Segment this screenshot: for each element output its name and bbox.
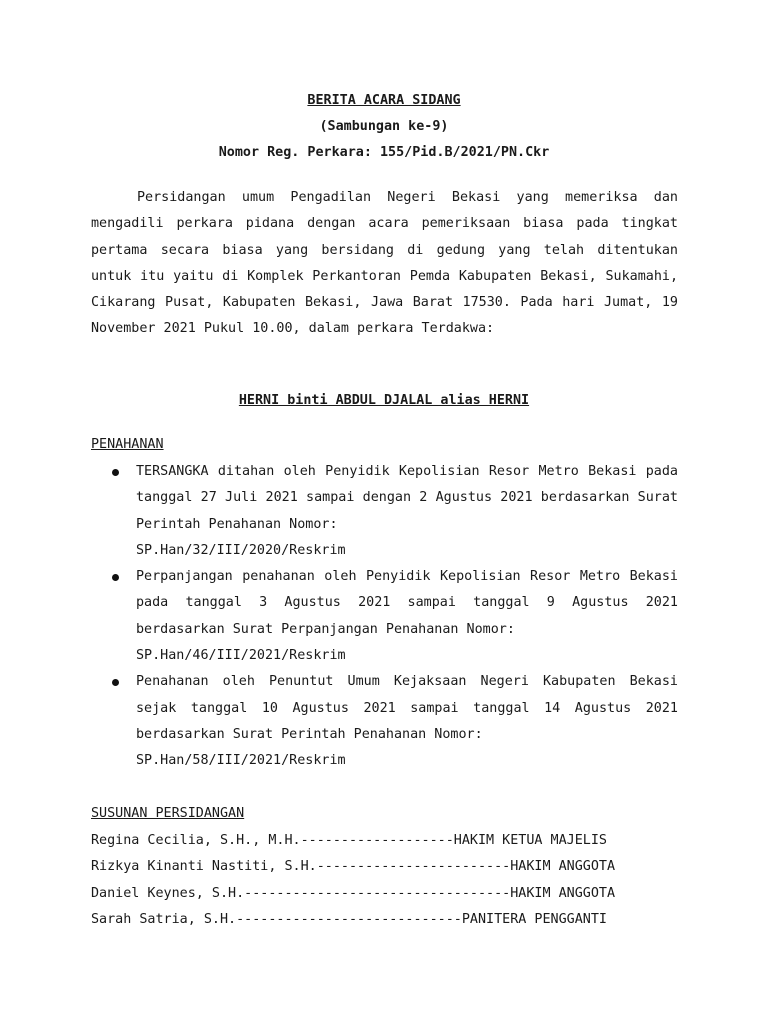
list-item: Daniel Keynes, S.H.---------------------------------HAKIM ANGGOTA xyxy=(91,885,616,901)
bullet-icon xyxy=(112,679,119,686)
detention-item-ref: SP.Han/58/III/2021/Reskrim xyxy=(136,753,346,769)
detention-item-ref: SP.Han/46/III/2021/Reskrim xyxy=(136,648,346,664)
bullet-icon xyxy=(112,574,119,581)
bullet-icon xyxy=(112,469,119,476)
detention-item-ref: SP.Han/32/III/2020/Reskrim xyxy=(136,542,346,558)
list-item: Rizkya Kinanti Nastiti, S.H.------------------------HAKIM ANGGOTA xyxy=(91,859,616,875)
list-item xyxy=(91,669,678,774)
detention-item-text: TERSANGKA ditahan oleh Penyidik Kepolisian Resor Metro Bekasi pada tanggal 27 Juli 2021 sampai dengan 2 Agustus 2021 berdasarkan Surat Perintah Penahanan Nomor: xyxy=(136,464,678,532)
detention-heading: PENAHANAN xyxy=(91,437,164,452)
detention-item-text: Penahanan oleh Penuntut Umum Kejaksaan Negeri Kabupaten Bekasi sejak tanggal 10 Agustus 2021 sampai tanggal 14 Agustus 2021 berdasarkan Surat Perintah Penahanan Nomor: xyxy=(136,674,678,742)
detention-list xyxy=(91,459,678,775)
case-number: Nomor Reg. Perkara: 155/Pid.B/2021/PN.Ckr xyxy=(218,145,550,160)
list-item: Sarah Satria, S.H.----------------------------PANITERA PENGGANTI xyxy=(91,911,607,927)
list-item xyxy=(91,564,678,669)
list-item: Regina Cecilia, S.H., M.H.-------------------HAKIM KETUA MAJELIS xyxy=(91,833,607,848)
composition-list xyxy=(91,828,615,933)
list-item xyxy=(91,459,678,564)
intro-paragraph: Persidangan umum Pengadilan Negeri Bekasi yang memeriksa dan mengadili perkara pidana dengan acara pemeriksaan biasa pada tingkat pertama secara biasa yang bersidang di gedung yang telah ditentukan untuk itu yaitu di Komplek Perkantoran Pemda Kabupaten Bekasi, Sukamahi, Cikarang Pusat, Kabupaten Bekasi, Jawa Barat 17530. Pada hari Jumat, 19 November 2021 Pukul 10.00, dalam perkara Terdakwa: xyxy=(91,190,678,337)
composition-heading: SUSUNAN PERSIDANGAN xyxy=(91,806,245,821)
document-title: BERITA ACARA SIDANG xyxy=(307,93,461,108)
continuation-label: (Sambungan ke-9) xyxy=(319,119,449,134)
detention-item-text: Perpanjangan penahanan oleh Penyidik Kepolisian Resor Metro Bekasi pada tanggal 3 Agustus 2021 sampai tanggal 9 Agustus 2021 berdasarkan Surat Perpanjangan Penahanan Nomor: xyxy=(136,569,678,637)
defendant-name: HERNI binti ABDUL DJALAL alias HERNI xyxy=(238,393,530,408)
